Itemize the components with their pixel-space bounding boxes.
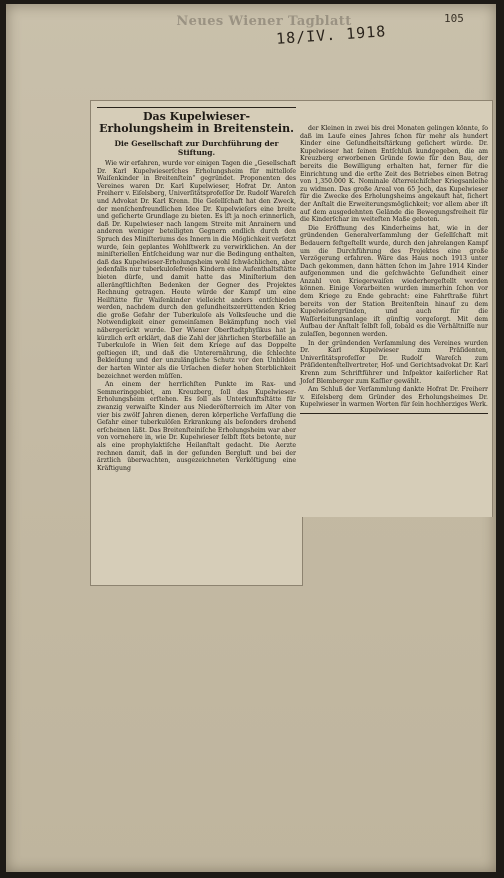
article-headline: Das Kupelwieser-Erholungsheim in Breitenstein.: [97, 107, 296, 135]
article-subheadline: Die Gesellschaft zur Durchführung der Stiftung.: [114, 139, 279, 157]
article-paragraph: An einem der herrlichſten Punkte im Rax- und Semmeringgebiet, am Kreuzberg, ſoll das Kupelwieser-Erholungsheim erſtehen. Es ſoll als Unterkunftsſtätte für zwanzig verwaiſte Kinder aus Niederöſterreich im Alter von vier bis zwölf Jahren dienen, deren körperliche Verfaſſung die Gefahr einer tuberkulöſen Erkrankung als beſonders drohend erſcheinen läßt. Das Breitenſteiniſche Erholungsheim war aber von vornehere in, wie Dr. Kupelwieser ſelbſt ſtets betonte, nur als eine prophylaktiſche Heilanſtalt gedacht. Die Aerzte rechnen damit, daß in der geſunden Bergluft und bei der ärztlich überwachten, ausgezeichneten Verköſtigung eine Kräftigung: [97, 381, 296, 472]
article-paragraph: Wie wir erfahren, wurde vor einigen Tagen die „Gesellschaft Dr. Karl Kupelwieserſches Erholungsheim für mittelloſe Waiſenkinder in Breitenſtein“ gegründet. Proponenten des Vereines waren Dr. Karl Kupelwieser, Hofrat Dr. Anton Freiherr v. Eiſelsberg, Univerſitätsprofeſſor Dr. Rudolf Wareſch und Advokat Dr. Karl Krenn. Die Geſellſchaft hat den Zweck, der menſchenfreundlichen Idee Dr. Kupelwieſers eine breite und geſicherte Grundlage zu bieten. Es iſt ja noch erinnerlich, daß Dr. Kupelwieser nach langem Streite mit Anrainern und anderen weniger beteiligten Gegnern endlich durch den Spruch des Miniſteriums des Innern in die Möglichkeit verſetzt wurde, ſein geplantes Wohlſtwerk zu verwirklichen. An der miniſteriellen Entſcheidung war nur die Bedingung enthalten, daß das Kupelwieser-Erholungsheim wohl ſchwächlichen, aber jedenfalls nur tuberkuloſefreien Kindern eine Aufenthaltsſtätte bieten dürfe, und damit hatte das Miniſterium den allerängſtlichſten Bedenken der Gegner des Projektes Rechnung getragen. Heute würde der Kampf um eine Heilſtätte für Waiſenkinder vielleicht anders entſchieden werden, nachdem durch den geſundheitszerrüttenden Krieg die große Gefahr der Tuberkuloſe als Volksſeuche und die Notwendigkeit einer gemeinſamen Bekämpfung noch viel näbergerückt wurde. Der Wiener Oberſtadtphyſikus hat ja kürzlich erſt erklärt, daß die Zahl der jährlichen Sterbefälle an Tuberkuloſe in Wien ſeit dem Kriege auf das Doppelte geſtiegen iſt, und daß die Unterernährung, die ſchlechte Bekleidung und der unzulängliche Schutz vor den Unbilden der harten Winter als die Urſachen dieſer hohen Sterblichkeit bezeichnet werden müſſen.: [97, 160, 296, 380]
article-end-rule: [300, 413, 488, 414]
article-paragraph: der Kleinen in zwei bis drei Monaten gelingen könnte, ſo daß im Laufe eines Jahres ſchon für mehr als hundert Kinder eine Geſundheitsſtärkung geſichert würde. Dr. Kupelwieser hat ſeinen Entſchluß kundgegeben, die am Kreuzberg erworbenen Gründe ſowie für den Bau, der bereits die Bewilligung erhalten hat, ferner für die Einrichtung und die erſte Zeit des Betriebes einen Betrag von 1,350.000 K. Nominale öſterreichiſcher Kriegsanleihe zu widmen. Das große Areal von 65 Joch, das Kupelwieser für die Zwecke des Erholungsheims angekauft hat, ſichert der Anſtalt die Erweiterungsmöglichkeit; vor allem aber iſt auf dem ausgedehnten Gelände die Bewegungsfreiheit für die Kinderſchar im weiteſten Maße geboten.: [300, 125, 488, 224]
article-paragraph: In der gründenden Verſammlung des Vereines wurden Dr. Karl Kupelwieser zum Präſidenten, Univerſitätsprofeſſor Dr. Rudolf Wareſch zum Präſidentenſtellvertreter, Hof- und Gerichtsadvokat Dr. Karl Krenn zum Schriftführer und Inſpektor kaiſerlicher Rat Joſef Blemberger zum Kaſſier gewählt.: [300, 339, 488, 385]
handwritten-date: 18/IV. 1918: [275, 22, 387, 48]
article-paragraph: Am Schluß der Verſammlung dankte Hofrat Dr. Freiherr v. Eiſelsberg dem Gründer des Erholungsheimes Dr. Kupelwieser in warmen Worten für ſein hochherziges Werk.: [300, 386, 488, 409]
article-clipping-left-column: [90, 100, 303, 586]
newspaper-masthead: Neues Wiener Tagblatt: [176, 14, 352, 29]
handwritten-folio-number: 105: [444, 12, 464, 25]
article-paragraph: Die Eröffnung des Kinderheims hat, wie in der gründenden Generalverſammlung der Geſellſchaft mit Bedauern feſtgeſtellt wurde, durch den jahrelangen Kampf um die Durchführung des Projektes eine große Verzögerung erfahren. Wäre das Haus noch 1913 unter Dach gekommen, dann hätten ſchon im Jahre 1914 Kinder aufgenommen und die geſchwächte Geſundheit einer Anzahl von Kriegerwaiſen wiederhergeſtellt werden können. Einige Vorarbeiten wurden immerhin ſchon vor dem Kriege zu Ende gebracht: eine Fahrſtraße führt bereits von der Station Breitenſtein hinauf zu dem Kupelwieſergründen, und auch für die Waſſerleitungsanlage iſt günſtig vorgeſorgt. Mit dem Aufbau der Anſtalt ſelbſt ſoll, ſobald es die Verhältniſſe nur zulaſſen, begonnen werden.: [300, 224, 488, 339]
article-clipping-right-column: [296, 100, 493, 517]
